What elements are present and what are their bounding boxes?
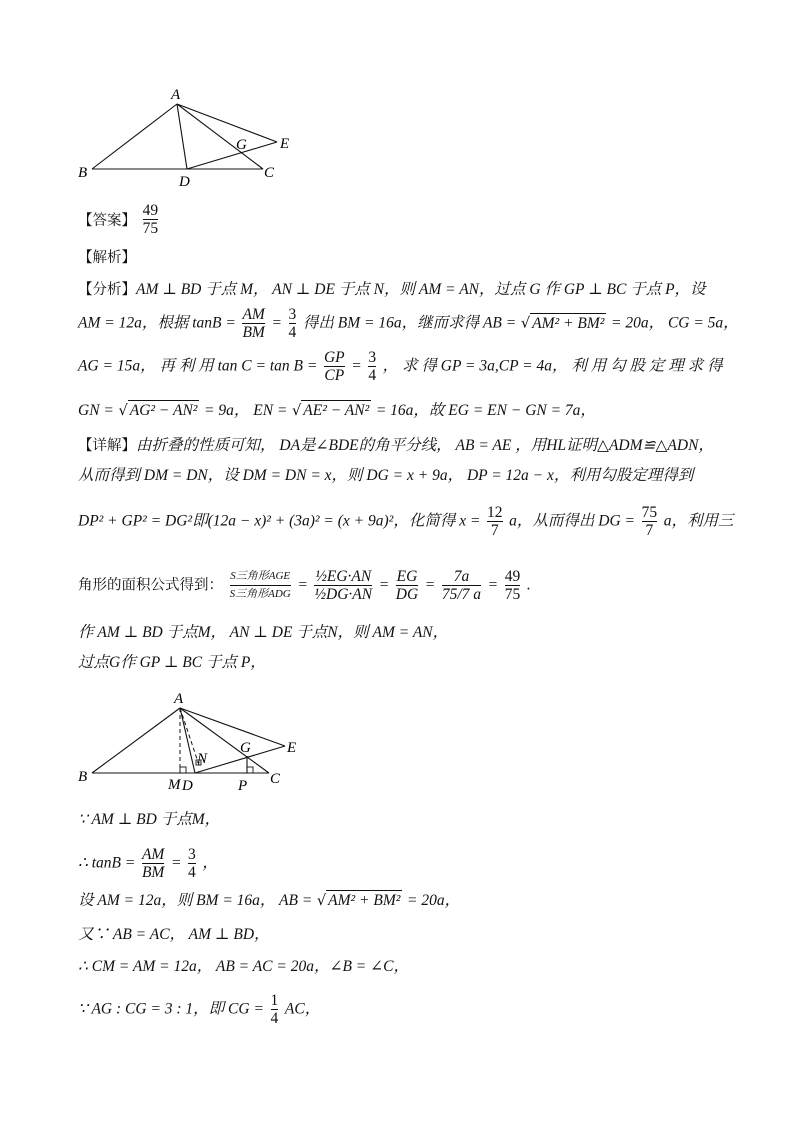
fenxi-l4c: = 16a，故 EG = EN − GN = 7a， — [375, 402, 596, 419]
step-1-text: ∵ AM ⊥ BD 于点M， — [78, 811, 221, 828]
label-D: D — [179, 174, 190, 190]
xiangjie-tag: 【详解】 — [78, 438, 136, 454]
frac-den: 7 — [642, 521, 658, 539]
fenxi-l2c: 得出 BM = 16a，继而求得 AB = — [302, 314, 517, 332]
eq: = — [297, 576, 308, 594]
xiangjie-line6 — [78, 653, 266, 673]
right-angle-M — [180, 767, 186, 773]
fenxi-line1 — [78, 280, 706, 300]
step-6a: ∵ AG : CG = 3 : 1，即 CG = — [78, 1000, 264, 1018]
frac-num: 7a — [453, 568, 470, 585]
edge-AB — [92, 104, 177, 169]
answer-tag: 【答案】 — [78, 213, 136, 229]
step-3b: = 20a， — [407, 892, 461, 909]
xiangjie-text6: 过点G作 GP ⊥ BC 于点 P， — [78, 654, 266, 671]
frac-num: 3 — [288, 306, 297, 323]
step-4-text: 又∵ AB = AC， AM ⊥ BD， — [78, 926, 270, 943]
period: . — [526, 576, 531, 594]
fenxi-l3b: = — [351, 357, 362, 375]
xiangjie-l3b: a，从而得出 DG = — [509, 512, 635, 530]
step-6b: AC， — [284, 1000, 321, 1018]
frac-den: BM — [141, 864, 165, 881]
frac-den: 7 — [487, 521, 503, 539]
label-G: G — [240, 740, 251, 756]
step-frac-1-4 — [271, 992, 279, 1027]
xiangjie-text5: 作 AM ⊥ BD 于点M， AN ⊥ DE 于点N，则 AM = AN， — [78, 624, 449, 641]
answer-num: 49 — [142, 202, 159, 219]
answer-row — [78, 202, 160, 237]
xiangjie-line4 — [78, 568, 531, 603]
label-A: A — [174, 691, 184, 707]
label-B: B — [78, 769, 88, 785]
label-M: M — [168, 777, 181, 793]
step-4 — [78, 925, 270, 945]
label-P: P — [238, 778, 248, 794]
eq: = — [378, 576, 390, 594]
step-5-text: ∴ CM = AM = 12a， AB = AC = 20a，∠B = ∠C， — [78, 958, 409, 975]
fenxi-l3a: AG = 15a， 再 利 用 tan C = tan B = — [78, 357, 318, 375]
frac-num: GP — [323, 349, 345, 366]
fenxi-frac-gp-cp — [324, 349, 345, 384]
label-G: G — [236, 137, 247, 153]
edge-AE — [177, 104, 277, 142]
eq: = — [170, 854, 182, 872]
xiangjie-l3a: DP² + GP² = DG²即(12a − x)² + (3a)² = (x + 9a)²，化简得 x = — [78, 512, 481, 530]
xiangjie-frac-half — [314, 568, 372, 603]
frac-den: BM — [242, 324, 265, 341]
answer-fraction — [143, 202, 159, 237]
label-B: B — [78, 165, 88, 181]
frac-num: 1 — [270, 992, 279, 1009]
answer-den: 75 — [142, 220, 159, 237]
fenxi-sqrt-ab: AM² + BM² — [532, 314, 605, 332]
right-angle-P — [247, 767, 253, 773]
fenxi-line4: GN = √ AG² − AN² = 9a， EN = √ AE² − AN² = 16a，故 EG = EN − GN = 7a， — [78, 402, 596, 419]
xiangjie-text2: 从而得到 DM = DN，设 DM = DN = x，则 DG = x + 9a， DP = 12a − x，利用勾股定理得到 — [78, 467, 694, 484]
label-D: D — [182, 778, 193, 794]
xiangjie-frac-75-7 — [642, 504, 658, 539]
xiangjie-frac-7a — [442, 568, 481, 603]
fenxi-l2d: = 20a， CG = 5a， — [610, 314, 739, 332]
frac-den: ½DG·AN — [314, 586, 373, 603]
step-2c: ， — [202, 854, 218, 872]
fenxi-line3 — [78, 349, 723, 384]
fenxi-l4b: = 9a， EN = — [204, 402, 288, 419]
step-frac-am-bm — [142, 846, 164, 881]
xiangjie-text1: 由折叠的性质可知， DA是∠BDE的角平分线， AB = AE ，用HL证明△ADM≌△ADN， — [136, 437, 714, 454]
xiangjie-frac-12-7 — [487, 504, 503, 539]
frac-num: 75 — [641, 504, 658, 521]
fenxi-tag: 【分析】 — [78, 282, 136, 298]
fenxi-l4a: GN = — [78, 402, 114, 419]
frac-num: 12 — [487, 504, 503, 521]
xiangjie-line5 — [78, 623, 448, 643]
label-E: E — [280, 136, 290, 152]
frac-num: 3 — [368, 349, 377, 366]
step-2 — [78, 846, 218, 881]
fenxi-sqrt-en: AE² − AN² — [303, 402, 370, 419]
step-6 — [78, 992, 320, 1027]
step-sqrt-ab: AM² + BM² — [328, 892, 401, 909]
fenxi-text1: AM ⊥ BD 于点 M， AN ⊥ DE 于点 N，则 AM = AN，过点 G 作 GP ⊥ BC 于点 P，设 — [136, 281, 706, 298]
figure-1 — [70, 82, 310, 192]
fenxi-frac-am-bm — [242, 306, 264, 341]
step-1 — [78, 810, 220, 830]
frac-den: 75/7 a — [441, 586, 482, 603]
fenxi-l2b: = — [271, 314, 282, 332]
frac-num: AM — [141, 846, 165, 863]
fenxi-line2: AM = 12a，根据 tanB = $\frac{AM}{BM}$ = $\frac{3}{4}$ 得出 BM = 16a，继而求得 AB = √ AM² + BM² = 20a， CG = 5a， — [78, 306, 739, 341]
analysis-tag: 【解析】 — [78, 250, 136, 266]
frac-den: 4 — [288, 324, 297, 341]
frac-num: S三角形AGE — [230, 570, 291, 582]
eq: = — [424, 576, 436, 594]
xiangjie-line2 — [78, 466, 693, 486]
xiangjie-frac-eg-dg — [396, 568, 418, 603]
frac-num: EG — [396, 568, 418, 585]
step-3: 设 AM = 12a，则 BM = 16a， AB = √ AM² + BM² = 20a， — [78, 892, 461, 909]
xiangjie-l4a: 角形的面积公式得到： — [78, 577, 223, 594]
fenxi-sqrt-gn: AG² − AN² — [129, 402, 198, 419]
edge-AD — [177, 104, 187, 169]
xiangjie-line3 — [78, 504, 733, 539]
label-C: C — [270, 771, 281, 787]
step-frac-3-4 — [188, 846, 196, 881]
xiangjie-line1 — [78, 436, 714, 456]
frac-den: 4 — [270, 1010, 279, 1027]
frac-den: 75 — [504, 586, 521, 603]
xiangjie-frac-result — [505, 568, 521, 603]
frac-den: 4 — [188, 864, 196, 881]
edge-AB — [92, 708, 180, 773]
eq: = — [487, 576, 499, 594]
label-A: A — [171, 87, 181, 103]
edge-AC — [180, 708, 269, 773]
frac-den: S三角形ADG — [230, 585, 291, 603]
fenxi-frac-3-4 — [289, 306, 297, 341]
frac-num: 49 — [504, 568, 521, 585]
fenxi-l2a: AM = 12a，根据 tanB = — [78, 314, 236, 332]
frac-den: CP — [324, 367, 345, 384]
frac-num: ½EG·AN — [315, 568, 372, 585]
step-3a: 设 AM = 12a，则 BM = 16a， AB = — [78, 892, 313, 909]
label-C: C — [264, 165, 275, 181]
label-N: N — [197, 751, 208, 767]
xiangjie-frac-area — [230, 568, 291, 603]
frac-num: AM — [242, 306, 265, 323]
frac-den: DG — [395, 586, 419, 603]
frac-num: 3 — [188, 846, 196, 863]
edge-AE — [180, 708, 285, 746]
frac-den: 4 — [368, 367, 377, 384]
label-E: E — [287, 740, 297, 756]
step-2a: ∴ tanB = — [78, 854, 136, 872]
fenxi-l3c: ， 求 得 GP = 3a,CP = 4a， 利 用 勾 股 定 理 求 得 — [382, 357, 723, 375]
fenxi-frac-3-4b — [368, 349, 376, 384]
figure-2 — [70, 686, 320, 796]
step-5 — [78, 957, 409, 977]
xiangjie-l3c: a，利用三 — [663, 512, 734, 530]
